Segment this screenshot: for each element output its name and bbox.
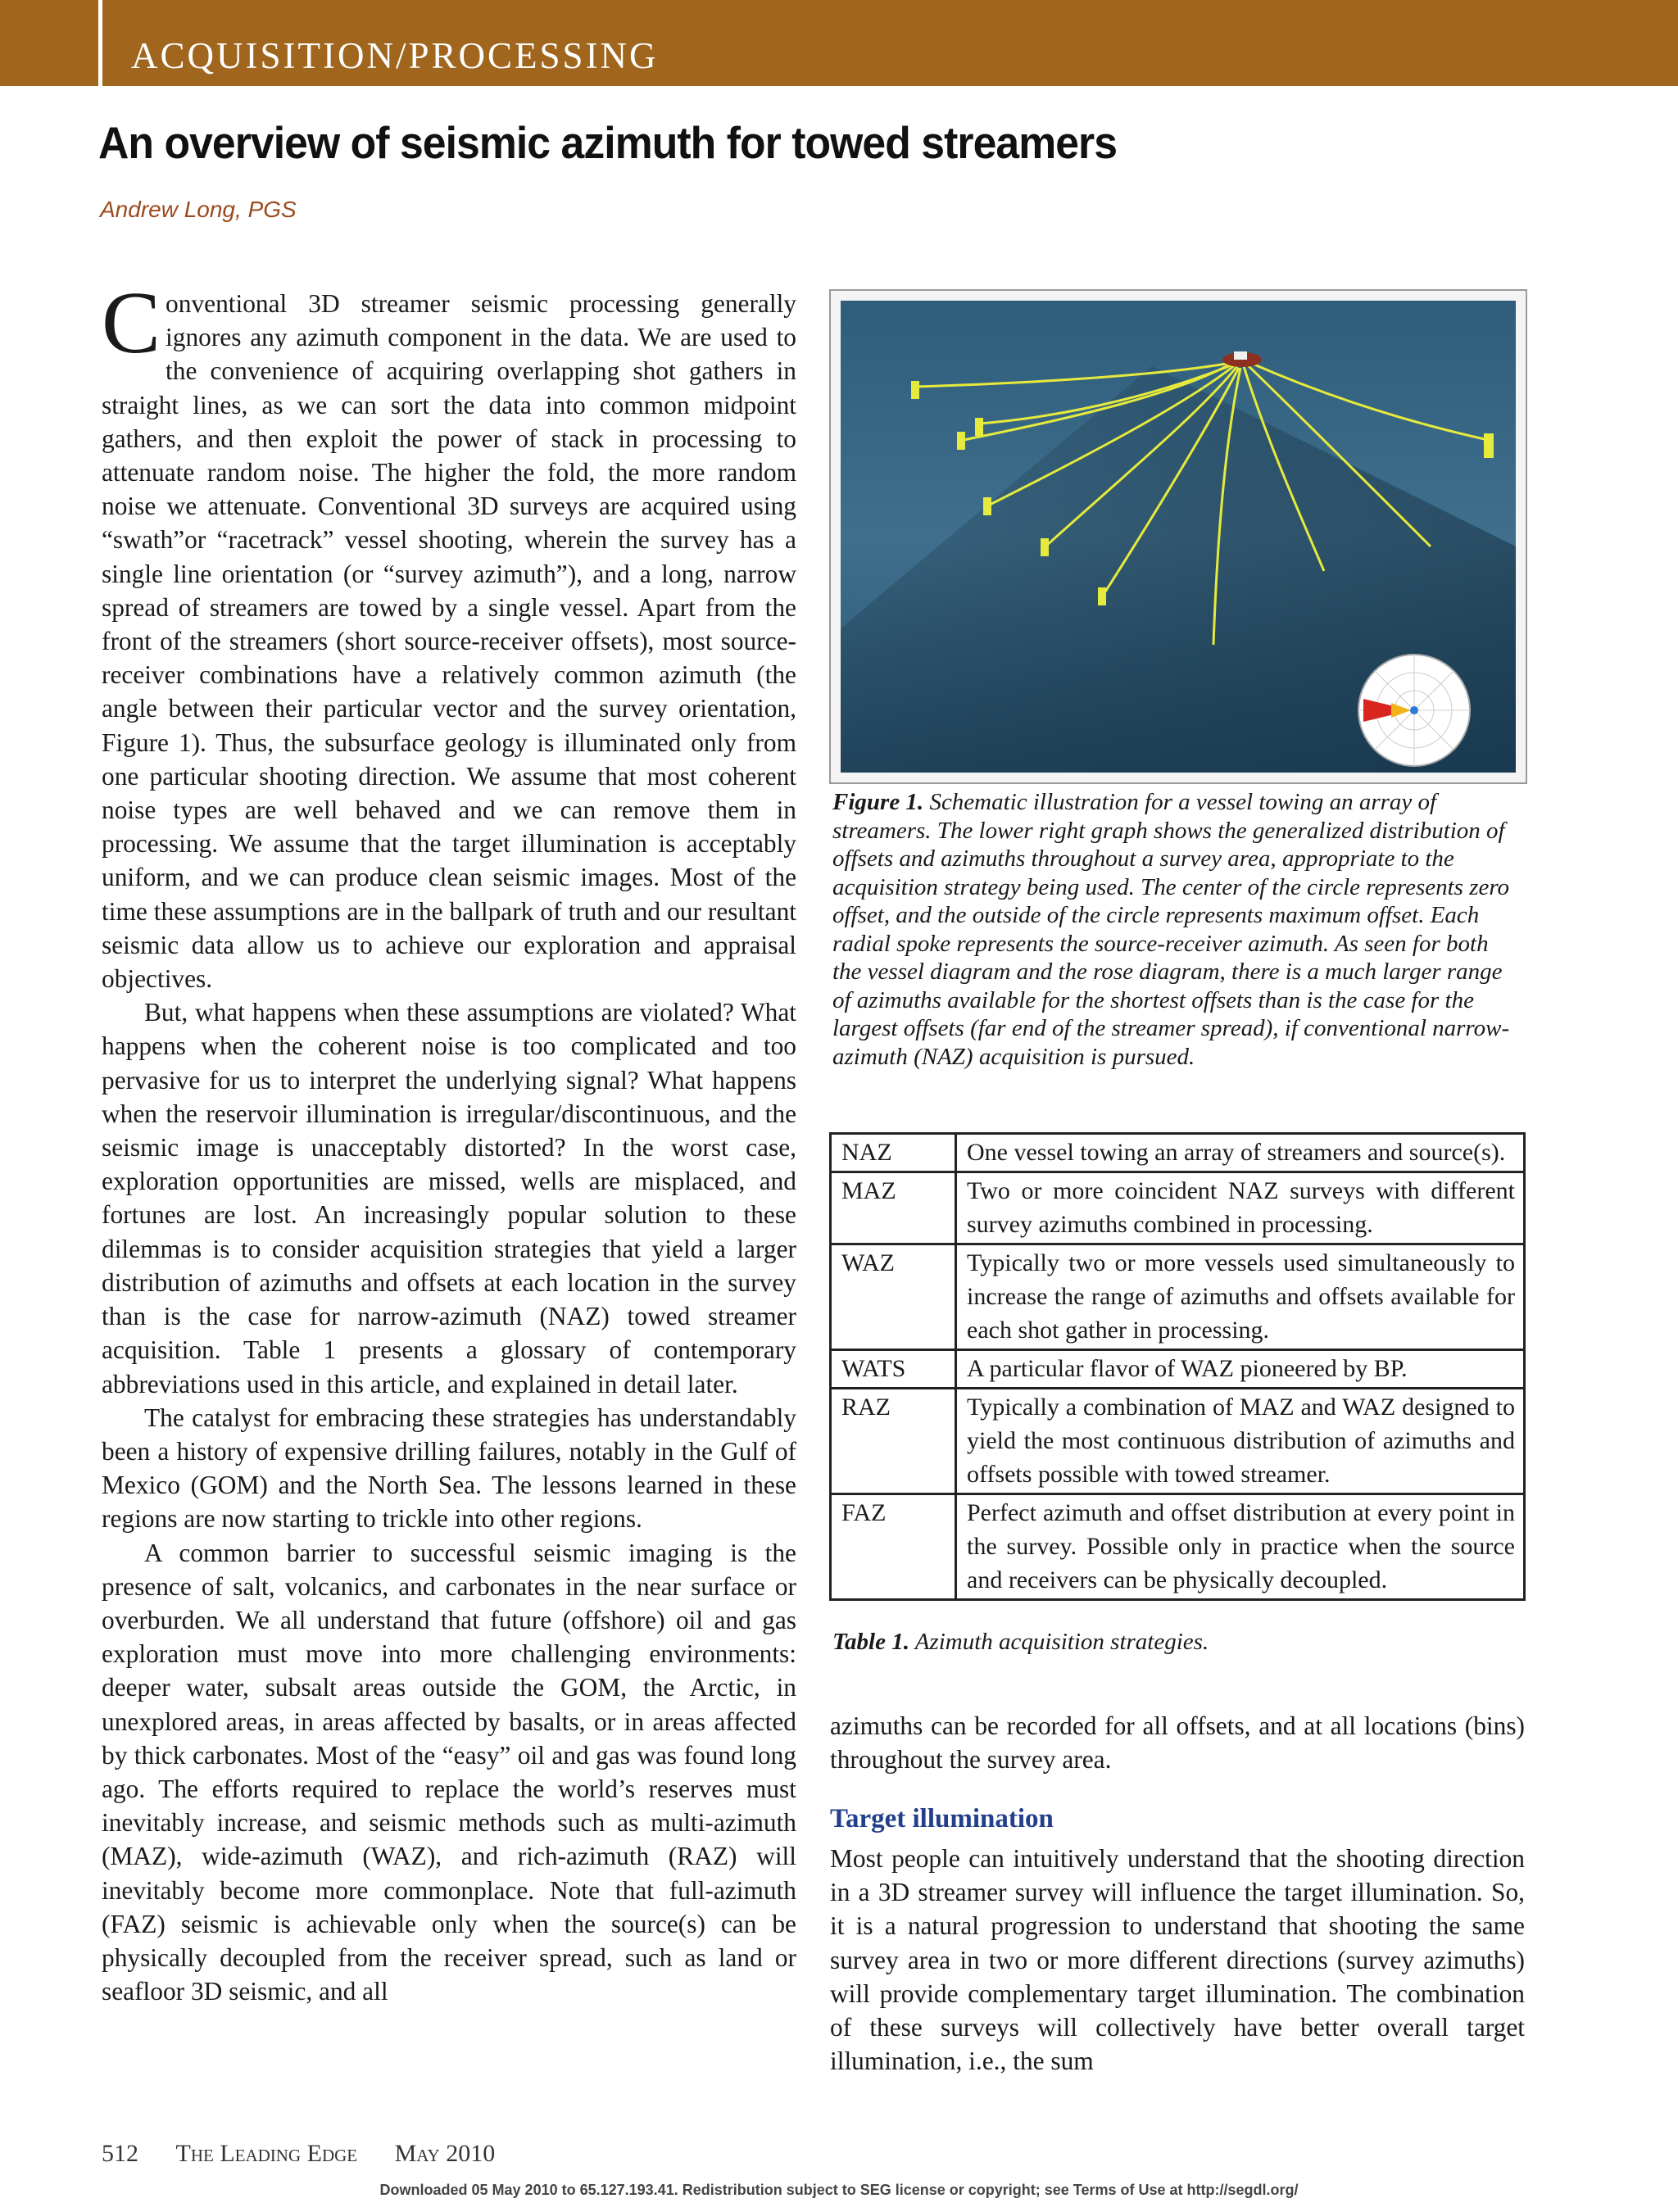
table-desc: Perfect azimuth and offset distribution at every point in the survey. Possible only in practice when the source and receivers can be physically decoupled. (956, 1494, 1525, 1600)
figure-1-caption (832, 788, 1522, 1071)
table-abbr: WATS (831, 1350, 956, 1389)
figure-1-label: Figure 1. (832, 789, 924, 815)
azimuth-table (829, 1132, 1526, 1601)
table-desc: A particular flavor of WAZ pioneered by BP. (956, 1350, 1525, 1389)
page-number: 512 (102, 2140, 138, 2167)
drop-cap: C (102, 274, 161, 372)
table-row (831, 1389, 1525, 1494)
header-rule (98, 0, 102, 86)
table-desc: Typically two or more vessels used simultaneously to increase the range of azimuths and offsets available for each shot gather in processing. (956, 1244, 1525, 1350)
journal-name: The Leading Edge (175, 2140, 358, 2167)
body-right-column-2 (830, 1842, 1525, 2078)
download-notice: Downloaded 05 May 2010 to 65.127.193.41. Redistribution subject to SEG license or copyright; see Terms of Use at http://segdl.org/ (379, 2182, 1299, 2198)
table-abbr: RAZ (831, 1389, 956, 1494)
body-right-column (830, 1709, 1525, 1776)
table-row (831, 1494, 1525, 1600)
table-abbr: MAZ (831, 1172, 956, 1244)
paragraph-1 (102, 274, 796, 995)
paragraph-6: Most people can intuitively understand that the shooting direction in a 3D streamer survey will influence the target illumination. So, it is a natural progression to understand that shooting the same survey area in two or more different directions (survey azimuths) will provide complementary target illumination. The combination of these surveys will collectively have better overall target illumination, i.e., the sum (830, 1844, 1525, 2076)
table-1-caption-text: Azimuth acquisition strategies. (914, 1629, 1209, 1655)
page-footer (102, 2140, 526, 2168)
table-row (831, 1134, 1525, 1172)
table-1-label: Table 1. (832, 1629, 909, 1655)
issue-date: May 2010 (394, 2140, 496, 2167)
paragraph-2: But, what happens when these assumptions are violated? What happens when the coherent noise is too complicated and too pervasive for us to interpret the underlying signal? What happens when the reservoir illumination is irregular/discontinuous, and the seismic image is unacceptably distorted? In the worst case, exploration opportunities are missed, wells are misplaced, and fortunes are lost. An increasingly popular solution to these dilemmas is to consider acquisition strategies that yield a larger distribution of azimuths and offsets at each location in the survey than is the case for narrow-azimuth (NAZ) towed streamer acquisition. Table 1 presents a glossary of contemporary abbreviations used in this article, and explained in detail later. (102, 998, 796, 1398)
body-left-column (102, 274, 796, 2008)
table-desc: One vessel towing an array of streamers and source(s). (956, 1134, 1525, 1172)
section-subheading: Target illumination (830, 1804, 1054, 1834)
paragraph-4: A common barrier to successful seismic imaging is the presence of salt, volcanics, and carbonates in the near surface or overburden. We all understand that future (offshore) oil and gas exploration must move into more challenging environments: deeper water, subsalt areas outside the GOM, the Arctic, in unexplored areas, in areas affected by basalts, or in areas affected by thick carbonates. Most of the “easy” oil and gas was found long ago. The efforts required to replace the world’s reserves must inevitably increase, and seismic methods such as multi-azimuth (MAZ), wide-azimuth (WAZ), and rich-azimuth (RAZ) will inevitably become more commonplace. Note that full-azimuth (FAZ) seismic is achievable only when the source(s) can be physically decoupled from the receiver spread, such as land or seafloor 3D seismic, and all (102, 1538, 796, 2006)
paragraph-3: The catalyst for embracing these strategies has understandably been a history of expensive drilling failures, notably in the Gulf of Mexico (GOM) and the North Sea. The lessons learned in these regions are now starting to trickle into other regions. (102, 1403, 796, 1534)
figure-1-image (829, 289, 1527, 784)
table-row (831, 1350, 1525, 1389)
table-1-caption (832, 1629, 1209, 1656)
vessel-streamer-illustration (841, 301, 1516, 773)
paragraph-5: azimuths can be recorded for all offsets, and at all locations (bins) throughout the survey area. (830, 1711, 1525, 1775)
paragraph-1-text: onventional 3D streamer seismic processing generally ignores any azimuth component in the data. We are used to the convenience of acquiring overlapping shot gathers in straight lines, as we can sort the data into common midpoint gathers, and then exploit the power of stack in processing to attenuate random noise. The higher the fold, the more random noise we attenuate. Conventional 3D surveys are acquired using “swath”or “racetrack” vessel shooting, wherein the survey has a single line orientation (or “survey azimuth”), and a long, narrow spread of streamers are towed by a single vessel. Apart from the front of the streamers (short source-receiver offsets), most source-receiver combinations have a relatively common azimuth (the angle between their particular vector and the survey orientation, Figure 1). Thus, the subsurface geology is illuminated only from one particular shooting direction. We assume that most coherent noise types are well behaved and we can remove them in processing. We assume that the target illumination is acceptably uniform, and we can produce clean seismic images. Most of the time these assumptions are in the ballpark of truth and our resultant seismic data allow us to achieve our exploration and appraisal objectives. (102, 289, 796, 994)
article-title: An overview of seismic azimuth for towed streamers (98, 117, 1118, 168)
table-desc: Typically a combination of MAZ and WAZ designed to yield the most continuous distribution of azimuths and offsets possible with towed streamer. (956, 1389, 1525, 1494)
section-label: ACQUISITION/PROCESSING (131, 35, 659, 76)
author-byline: Andrew Long, PGS (100, 197, 297, 222)
table-row (831, 1244, 1525, 1350)
figure-1-caption-text: Schematic illustration for a vessel towing an array of streamers. The lower right graph shows the generalized distribution of offsets and azimuths throughout a survey area, appropriate to the acquisition strategy being used. The center of the circle represents zero offset, and the outside of the circle represents maximum offset. Each radial spoke represents the source-receiver azimuth. As seen for both the vessel diagram and the rose diagram, there is a much larger range of azimuths available for the shortest offsets than is the case for the largest offsets (far end of the streamer spread), if conventional narrow-azimuth (NAZ) acquisition is pursued. (832, 789, 1510, 1070)
table-desc: Two or more coincident NAZ surveys with different survey azimuths combined in processing. (956, 1172, 1525, 1244)
rose-diagram-inset (1358, 655, 1470, 766)
table-abbr: NAZ (831, 1134, 956, 1172)
table-row (831, 1172, 1525, 1244)
table-abbr: FAZ (831, 1494, 956, 1600)
table-abbr: WAZ (831, 1244, 956, 1350)
